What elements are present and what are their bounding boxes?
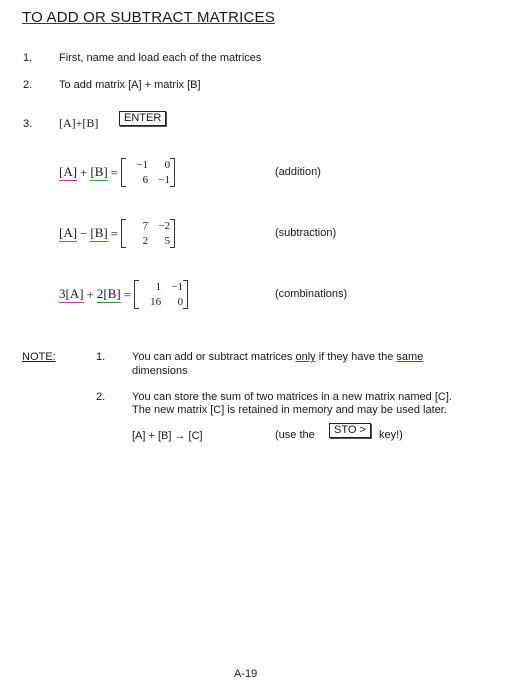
expr-left: [A] [59, 164, 78, 179]
matrix-cell: 16 [150, 296, 162, 308]
expr-left: [A] [59, 225, 78, 240]
note-2-line1: You can store the sum of two matrices in a new matrix named [C]. [132, 391, 452, 403]
example-addition [59, 158, 175, 187]
equals-sign: = [110, 225, 119, 241]
operator: + [86, 286, 94, 302]
note-2-number: 2. [96, 391, 106, 403]
sto-key: STO > [329, 423, 371, 438]
note-1-line1 [132, 351, 423, 363]
expr-right: 2[B] [96, 286, 121, 301]
example-combinations [59, 280, 188, 309]
matrix-cell: −1 [158, 174, 171, 186]
step-1-number: 1. [23, 52, 33, 64]
result-matrix [134, 280, 188, 309]
result-matrix [121, 158, 175, 187]
page-title: TO ADD OR SUBTRACT MATRICES [22, 9, 275, 26]
note-1-text-b: if they have the [315, 351, 397, 363]
step-3-expression: [A]+[B] [59, 116, 99, 130]
step-2-text: To add matrix [A] + matrix [B] [59, 79, 201, 91]
store-expression: [A] + [B] → [C] [132, 430, 203, 442]
expr-right: [B] [90, 164, 108, 179]
matrix-cell: 7 [142, 220, 149, 232]
key-suffix-text: key!) [379, 429, 403, 441]
matrix-cell: −1 [136, 159, 149, 171]
note-2-line2: The new matrix [C] is retained in memory and may be used later. [132, 404, 447, 416]
example-subtraction [59, 219, 175, 248]
use-the-text: (use the [275, 429, 315, 441]
result-matrix [121, 219, 175, 248]
expr-left: 3[A] [59, 286, 84, 301]
note-1-text-a: You can add or subtract matrices [132, 351, 296, 363]
page-number: A-19 [234, 668, 258, 680]
operator: + [80, 164, 88, 180]
equals-sign: = [123, 286, 132, 302]
addition-label: (addition) [275, 166, 321, 178]
matrix-cell: −2 [158, 220, 171, 232]
matrix-cell: 0 [164, 159, 171, 171]
operator: − [80, 225, 88, 241]
step-1-text: First, name and load each of the matrices [59, 52, 262, 64]
note-1-line2: dimensions [132, 365, 188, 377]
equals-sign: = [110, 164, 119, 180]
subtraction-label: (subtraction) [275, 227, 337, 239]
matrix-cell: 0 [177, 296, 184, 308]
step-3-number: 3. [23, 118, 33, 130]
enter-key: ENTER [119, 111, 166, 126]
expr-right: [B] [90, 225, 108, 240]
combinations-label: (combinations) [275, 288, 348, 300]
step-2-number: 2. [23, 79, 33, 91]
matrix-cell: 1 [155, 281, 162, 293]
note-1-number: 1. [96, 351, 106, 363]
matrix-cell: −1 [171, 281, 184, 293]
matrix-cell: 2 [142, 235, 149, 247]
note-label: NOTE: [22, 351, 56, 363]
matrix-cell: 5 [164, 235, 171, 247]
note-1-same: same [396, 351, 424, 363]
note-1-only: only [295, 351, 316, 363]
matrix-cell: 6 [142, 174, 149, 186]
